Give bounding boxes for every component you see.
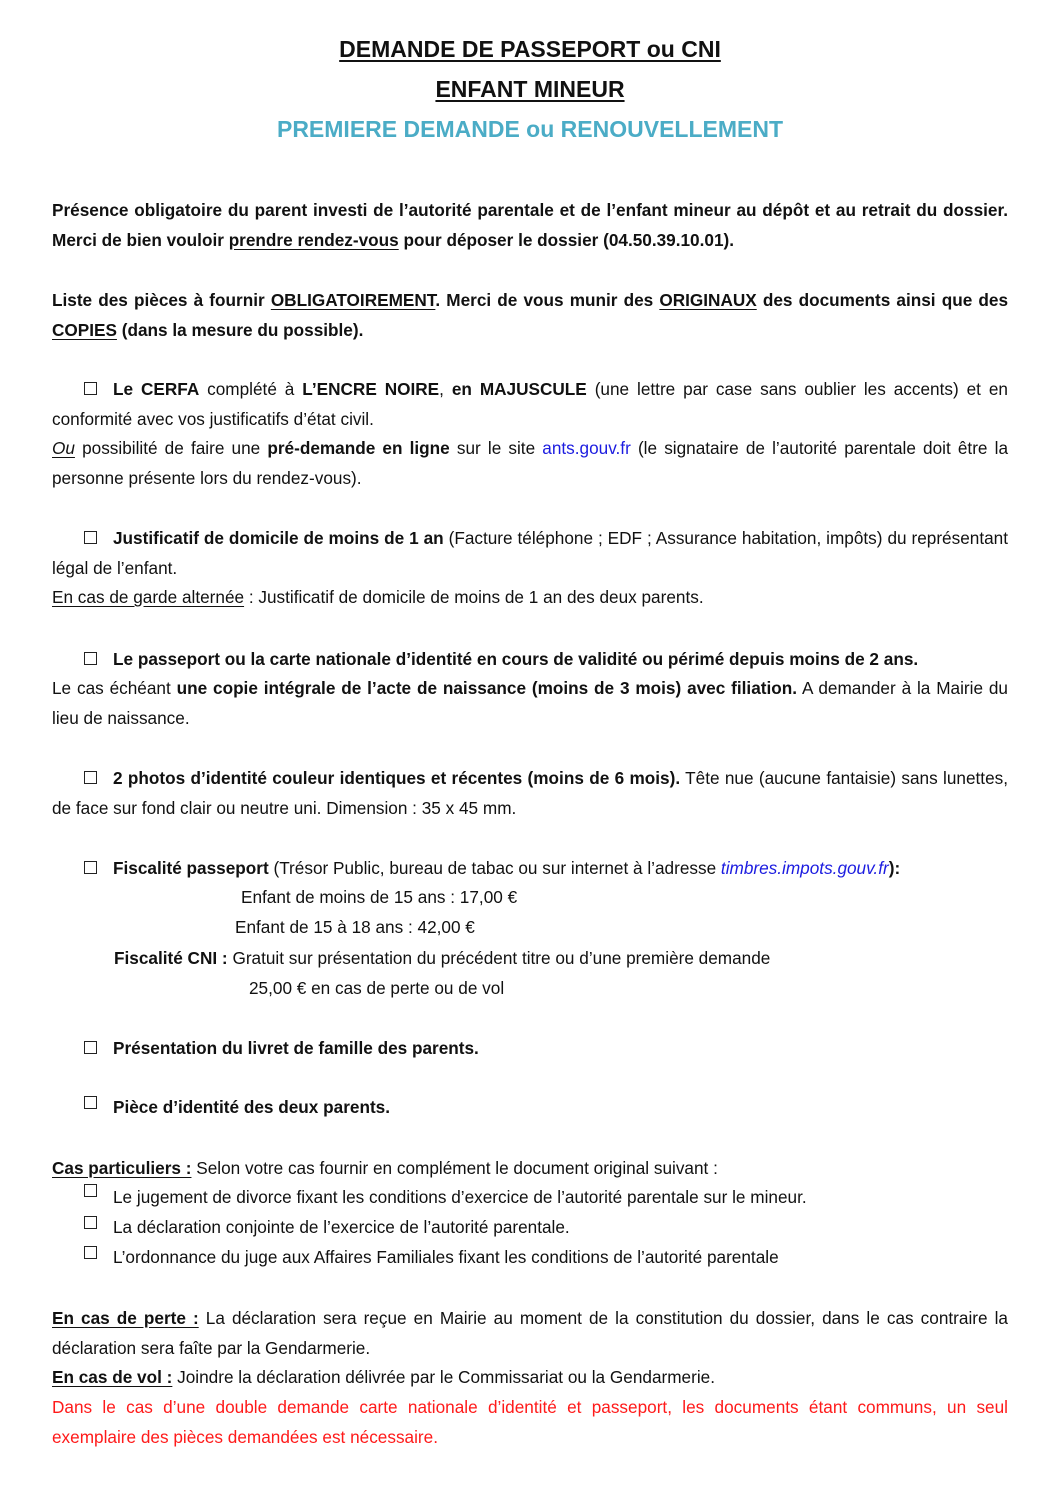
intro-list: Liste des pièces à fournir OBLIGATOIREMENT. Merci de vous munir des ORIGINAUX des documents ainsi que des COPIES (dans la mesure du possible). <box>52 290 1009 340</box>
checkbox-divorce[interactable] <box>84 1184 97 1197</box>
item-photos: 2 photos d’identité couleur identiques et récentes (moins de 6 mois). Tête nue (aucune fantaisie) sans lunettes, de face sur fond clair ou neutre uni. Dimension : 35 x 45 mm. <box>52 768 1008 818</box>
item-cerfa-online: Ou possibilité de faire une pré-demande en ligne sur le site ants.gouv.fr (le signataire de l’autorité parentale doit être la personne présente lors du rendez-vous). <box>52 438 1009 488</box>
checkbox-fiscalite[interactable] <box>84 861 97 874</box>
checkbox-ordonnance[interactable] <box>84 1246 97 1259</box>
perte-paragraph: En cas de perte : La déclaration sera reçue en Mairie au moment de la constitution du dossier, dans le cas contraire la déclaration sera faîte par la Gendarmerie. <box>52 1308 1008 1358</box>
ants-link[interactable]: ants.gouv.fr <box>542 438 631 458</box>
checkbox-livret[interactable] <box>84 1041 97 1054</box>
cas-particuliers: Cas particuliers : Selon votre cas fournir en complément le document original suivant : <box>52 1158 718 1178</box>
cas-option-divorce: Le jugement de divorce fixant les conditions d’exercice de l’autorité parentale sur le mineur. <box>52 1183 1008 1213</box>
checkbox-cerfa[interactable] <box>84 382 97 395</box>
item-passeport-acte: Le cas échéant une copie intégrale de l’acte de naissance (moins de 3 mois) avec filiation. A demander à la Mairie du lieu de naissance. <box>52 678 1008 728</box>
cas-option-ordonnance: L’ordonnance du juge aux Affaires Familiales fixant les conditions de l’autorité parentale <box>52 1243 1008 1273</box>
checkbox-identite[interactable] <box>84 1096 97 1109</box>
checkbox-domicile[interactable] <box>84 531 97 544</box>
item-domicile: Justificatif de domicile de moins de 1 an (Facture téléphone ; EDF ; Assurance habitation, impôts) du représentant légal de l’enfant. <box>52 528 1008 578</box>
item-livret: Présentation du livret de famille des parents. <box>52 1034 1008 1064</box>
fiscalite-cni: Fiscalité CNI : Gratuit sur présentation du précédent titre ou d’une première demande <box>114 948 771 968</box>
item-domicile-garde: En cas de garde alternée : Justificatif de domicile de moins de 1 an des deux parents. <box>52 587 704 607</box>
page-title-line2: ENFANT MINEUR <box>435 76 625 102</box>
double-demande-note: Dans le cas d’une double demande carte nationale d’identité et passeport, les documents étant communs, un seul exemplaire des pièces demandées est nécessaire. <box>52 1397 1008 1447</box>
checkbox-passeport[interactable] <box>84 652 97 665</box>
fiscalite-cni-perte: 25,00 € en cas de perte ou de vol <box>249 978 505 998</box>
timbres-link[interactable]: timbres.impots.gouv.fr <box>720 858 889 878</box>
vol-paragraph: En cas de vol : Joindre la déclaration délivrée par le Commissariat ou la Gendarmerie. <box>52 1367 715 1387</box>
item-passeport: Le passeport ou la carte nationale d’identité en cours de validité ou périmé depuis moins de 2 ans. <box>52 645 1008 675</box>
appointment-text: prendre rendez-vous <box>228 229 399 250</box>
item-cerfa: Le CERFA complété à L’ENCRE NOIRE, en MAJUSCULE (une lettre par case sans oublier les accents) et en conformité avec vos justificatifs d’état civil. <box>52 379 1008 429</box>
item-identite: Pièce d’identité des deux parents. <box>52 1093 1008 1123</box>
fiscalite-under15: Enfant de moins de 15 ans : 17,00 € <box>241 887 518 907</box>
intro-presence: Présence obligatoire du parent investi de l’autorité parentale et de l’enfant mineur au dépôt et au retrait du dossier. Merci de bien vouloir prendre rendez-vous pour déposer le dossier (04.50.39.10.01). <box>52 200 1008 250</box>
item-fiscalite: Fiscalité passeport (Trésor Public, bureau de tabac ou sur internet à l’adresse timbres.impots.gouv.fr): <box>52 854 1008 884</box>
checkbox-declaration[interactable] <box>84 1216 97 1229</box>
checkbox-photos[interactable] <box>84 771 97 784</box>
page-title: DEMANDE DE PASSEPORT ou CNI <box>339 36 721 62</box>
page-subtitle: PREMIERE DEMANDE ou RENOUVELLEMENT <box>276 116 784 142</box>
fiscalite-15-18: Enfant de 15 à 18 ans : 42,00 € <box>235 917 475 937</box>
cas-option-declaration: La déclaration conjointe de l’exercice de l’autorité parentale. <box>52 1213 1008 1243</box>
